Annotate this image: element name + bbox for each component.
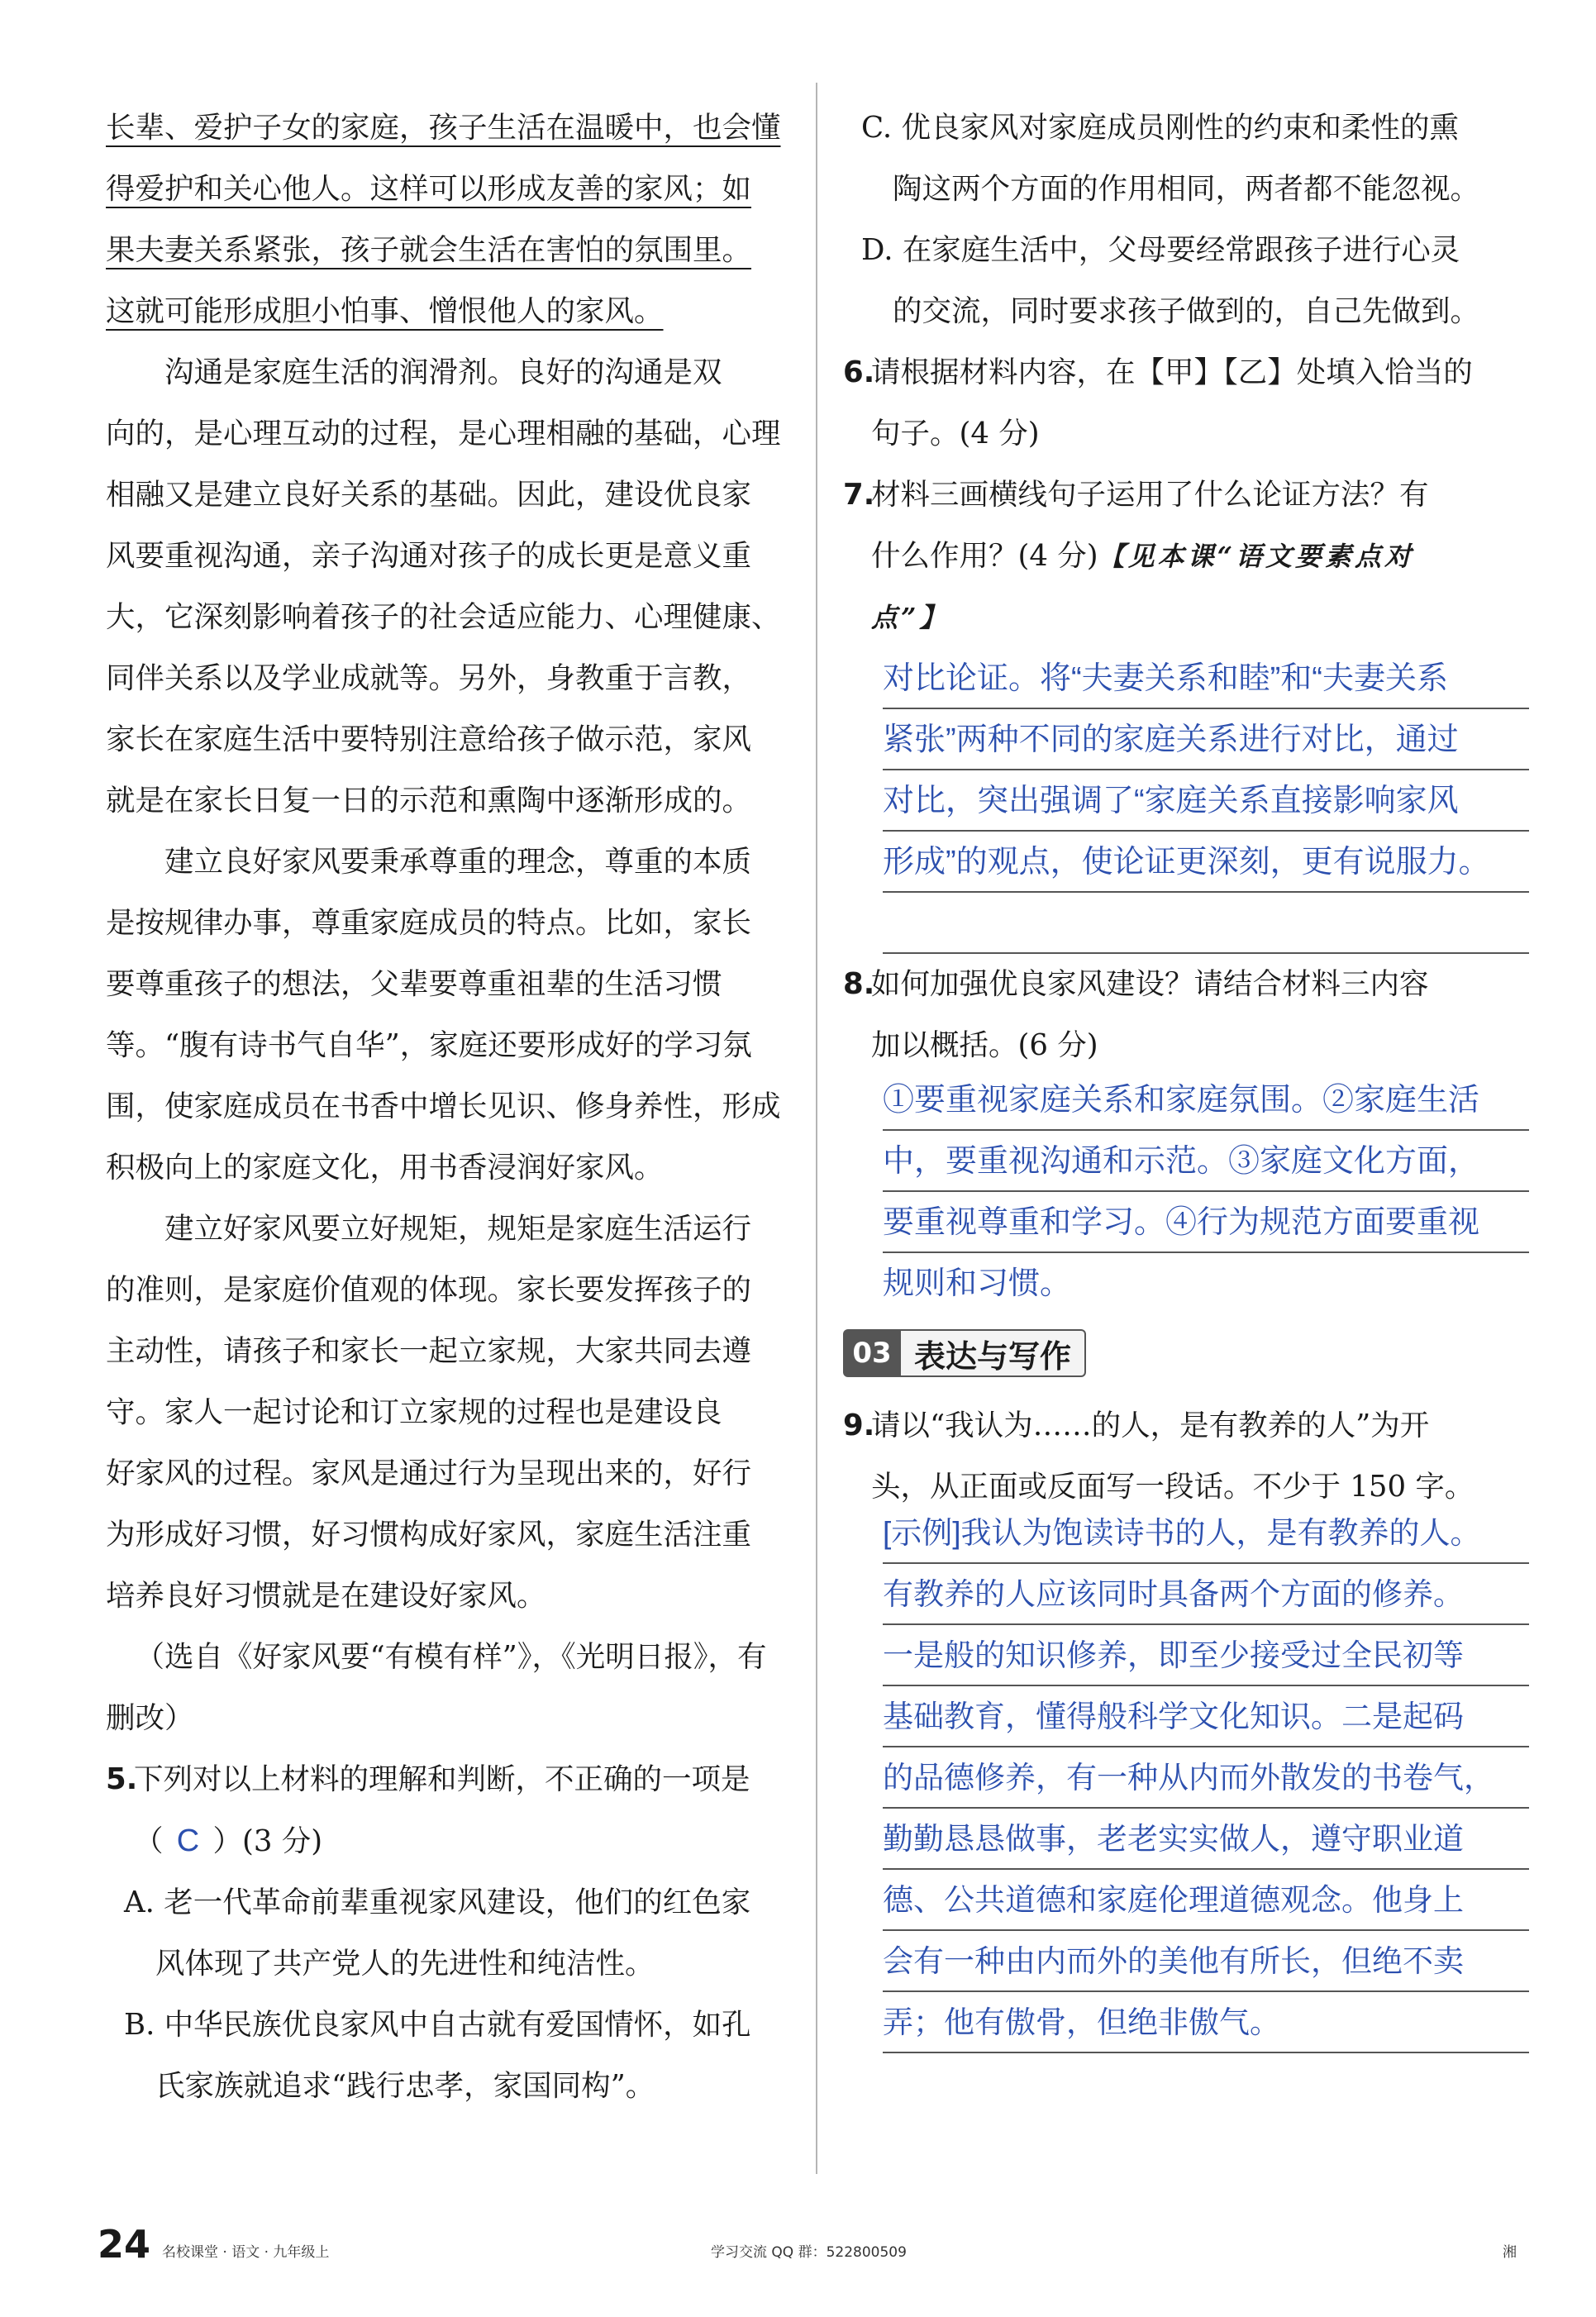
text-line: 培养良好习惯就是在建设好家风。 (106, 1579, 546, 1613)
answer-line: 德、公共道德和家庭伦理道德观念。他身上 (883, 1870, 1529, 1931)
answer-line: 基础教育，懂得般科学文化知识。二是起码 (883, 1686, 1529, 1747)
text-line: 围，使家庭成员在书香中增长见识、修身养性，形成 (106, 1089, 781, 1123)
lesson-note: 点”】 (871, 602, 950, 633)
answer-line: [示例]我认为饱读诗书的人，是有教养的人。 (883, 1503, 1529, 1564)
question-number: 6. (843, 355, 875, 389)
text-line: 主动性，请孩子和家长一起立家规，大家共同去遵 (106, 1334, 752, 1368)
question-number: 8. (843, 967, 875, 1001)
answer-area-q8 (883, 1070, 1529, 1314)
material-paragraph-4 (106, 1199, 792, 1627)
text-line: 相融又是建立良好关系的基础。因此，建设优良家 (106, 478, 752, 512)
question-number: 5. (106, 1762, 138, 1796)
text-line: 沟通是家庭生活的润滑剂。良好的沟通是双 (164, 355, 722, 389)
material-paragraph-3 (106, 832, 792, 1199)
text-line: 建立好家风要立好规矩，规矩是家庭生活运行 (164, 1212, 752, 1246)
answer-line (883, 893, 1529, 954)
answer-line: 有教养的人应该同时具备两个方面的修养。 (883, 1564, 1529, 1625)
text-line: 家长在家庭生活中要特别注意给孩子做示范，家风 (106, 722, 752, 756)
answer-line: ①要重视家庭关系和家庭氛围。②家庭生活 (883, 1070, 1529, 1131)
text-line: 同伴关系以及学业成就等。另外，身教重于言教， (106, 661, 752, 695)
text-line: 积极向上的家庭文化，用书香浸润好家风。 (106, 1151, 664, 1185)
text-line: 大，它深刻影响着孩子的社会适应能力、心理健康、 (106, 600, 781, 634)
lesson-note: 【见本课“语文要素点对 (1098, 541, 1414, 572)
answer-line: 会有一种由内而外的美他有所长，但绝不卖 (883, 1931, 1529, 1992)
column-divider (816, 83, 817, 2174)
answer-line: 紧张”两种不同的家庭关系进行对比，通过 (883, 709, 1529, 770)
answer-line: 要重视尊重和学习。④行为规范方面要重视 (883, 1192, 1529, 1253)
section-title: 表达与写作 (901, 1329, 1086, 1377)
text-line: 删改） (106, 1701, 194, 1735)
answer-line: 形成”的观点，使论证更深刻，更有说服力。 (883, 832, 1529, 893)
question-line: 请根据材料内容，在【甲】【乙】处填入恰当的 (871, 355, 1473, 389)
answer-line: 中，要重视沟通和示范。③家庭文化方面， (883, 1131, 1529, 1192)
question-stem: 下列对以上材料的理解和判断，不正确的一项是 (134, 1762, 750, 1796)
text-line: 好家风的过程。家风是通过行为呈现出来的，好行 (106, 1456, 752, 1490)
option-line: A. 老一代革命前辈重视家风建设，他们的红色家 (124, 1886, 751, 1919)
option-line: 的交流，同时要求孩子做到的，自己先做到。 (893, 294, 1480, 328)
question-6 (843, 342, 1529, 465)
option-line: 风体现了共产党人的先进性和纯洁性。 (155, 1947, 655, 1981)
answer-parentheses (134, 1810, 792, 1872)
answer-line: 对比，突出强调了“家庭关系直接影响家风 (883, 770, 1529, 832)
text-line: 建立良好家风要秉承尊重的理念，尊重的本质 (164, 845, 752, 879)
qq-group: 学习交流 QQ 群：522800509 (711, 2244, 907, 2261)
text-line: 的准则，是家庭价值观的体现。家长要发挥孩子的 (106, 1273, 752, 1307)
option-line: B. 中华民族优良家风中自古就有爱国情怀，如孔 (124, 2008, 751, 2042)
answer-line: 的品德修养，有一种从内而外散发的书卷气， (883, 1747, 1529, 1809)
text-line: 就是在家长日复一日的示范和熏陶中逐渐形成的。 (106, 784, 752, 818)
underlined-line: 长辈、爱护子女的家庭，孩子生活在温暖中，也会懂 (106, 111, 781, 145)
paren-close: ）(3 分) (212, 1824, 323, 1858)
option-line: D. 在家庭生活中，父母要经常跟孩子进行心灵 (861, 233, 1460, 267)
section-header (843, 1326, 1529, 1380)
handwritten-answer: C (176, 1824, 200, 1858)
text-line: 是按规律办事，尊重家庭成员的特点。比如，家长 (106, 906, 752, 940)
option-line: 陶这两个方面的作用相同，两者都不能忽视。 (893, 172, 1480, 206)
right-column (843, 98, 1529, 2053)
question-line: 如何加强优良家风建设？请结合材料三内容 (871, 967, 1429, 1001)
option-c (843, 98, 1529, 220)
source-citation (106, 1627, 792, 1749)
section-number: 03 (843, 1329, 901, 1377)
answer-line: 勤勤恳恳做事，老老实实做人，遵守职业道 (883, 1809, 1529, 1870)
answer-area-q9 (883, 1503, 1529, 2053)
text-line: 风要重视沟通，亲子沟通对孩子的成长更是意义重 (106, 539, 752, 573)
question-line: 头，从正面或反面写一段话。不少于 150 字。 (871, 1470, 1475, 1504)
material-paragraph-2 (106, 342, 792, 832)
question-line (871, 526, 1529, 587)
underlined-line: 得爱护和关心他人。这样可以形成友善的家风；如 (106, 172, 752, 206)
question-number: 9. (843, 1409, 875, 1442)
question-line: 材料三画横线句子运用了什么论证方法？有 (871, 478, 1429, 512)
text-line: 为形成好习惯，好习惯构成好家风，家庭生活注重 (106, 1518, 752, 1552)
answer-line: 对比论证。将“夫妻关系和睦”和“夫妻关系 (883, 648, 1529, 709)
text-line: （选自《好家风要“有模有样”》，《光明日报》，有 (135, 1640, 767, 1674)
region-mark: 湘 (1503, 2244, 1517, 2261)
paren-open: （ (134, 1824, 164, 1858)
question-line: 加以概括。(6 分) (871, 1028, 1098, 1062)
answer-line: 弄；他有傲骨，但绝非傲气。 (883, 1992, 1529, 2053)
question-8 (843, 954, 1529, 1076)
question-line: 句子。(4 分) (871, 417, 1040, 451)
answer-area-q7 (883, 648, 1529, 954)
answer-line: 一是般的知识修养，即至少接受过全民初等 (883, 1625, 1529, 1686)
option-line: 氏家族就追求“践行忠孝，家国同构”。 (155, 2069, 655, 2103)
question-line: 请以“我认为……的人，是有教养的人”为开 (871, 1409, 1430, 1442)
book-title: 名校课堂 · 语文 · 九年级上 (162, 2244, 330, 2261)
question-7 (843, 465, 1529, 648)
underlined-line: 这就可能形成胆小怕事、憎恨他人的家风。 (106, 294, 664, 328)
question-9 (843, 1395, 1529, 1518)
option-b (106, 1995, 792, 2117)
underlined-line: 果夫妻关系紧张，孩子就会生活在害怕的氛围里。 (106, 233, 752, 267)
material-paragraph-1 (106, 98, 792, 342)
question-text: 什么作用？(4 分) (871, 539, 1098, 573)
question-5 (106, 1749, 792, 1872)
text-line: 等。“腹有诗书气自华”，家庭还要形成好的学习氛 (106, 1028, 752, 1062)
text-line: 要尊重孩子的想法，父辈要尊重祖辈的生活习惯 (106, 967, 722, 1001)
answer-line: 规则和习惯。 (883, 1266, 1072, 1301)
option-d (843, 220, 1529, 342)
option-a (106, 1872, 792, 1995)
text-line: 守。家人一起讨论和订立家规的过程也是建设良 (106, 1395, 722, 1429)
page-footer (0, 2222, 1596, 2272)
option-line: C. 优良家风对家庭成员刚性的约束和柔性的熏 (861, 111, 1459, 145)
left-column (106, 98, 792, 2117)
question-number: 7. (843, 478, 875, 512)
text-line: 向的，是心理互动的过程，是心理相融的基础，心理 (106, 417, 781, 451)
page-number: 24 (98, 2222, 151, 2267)
